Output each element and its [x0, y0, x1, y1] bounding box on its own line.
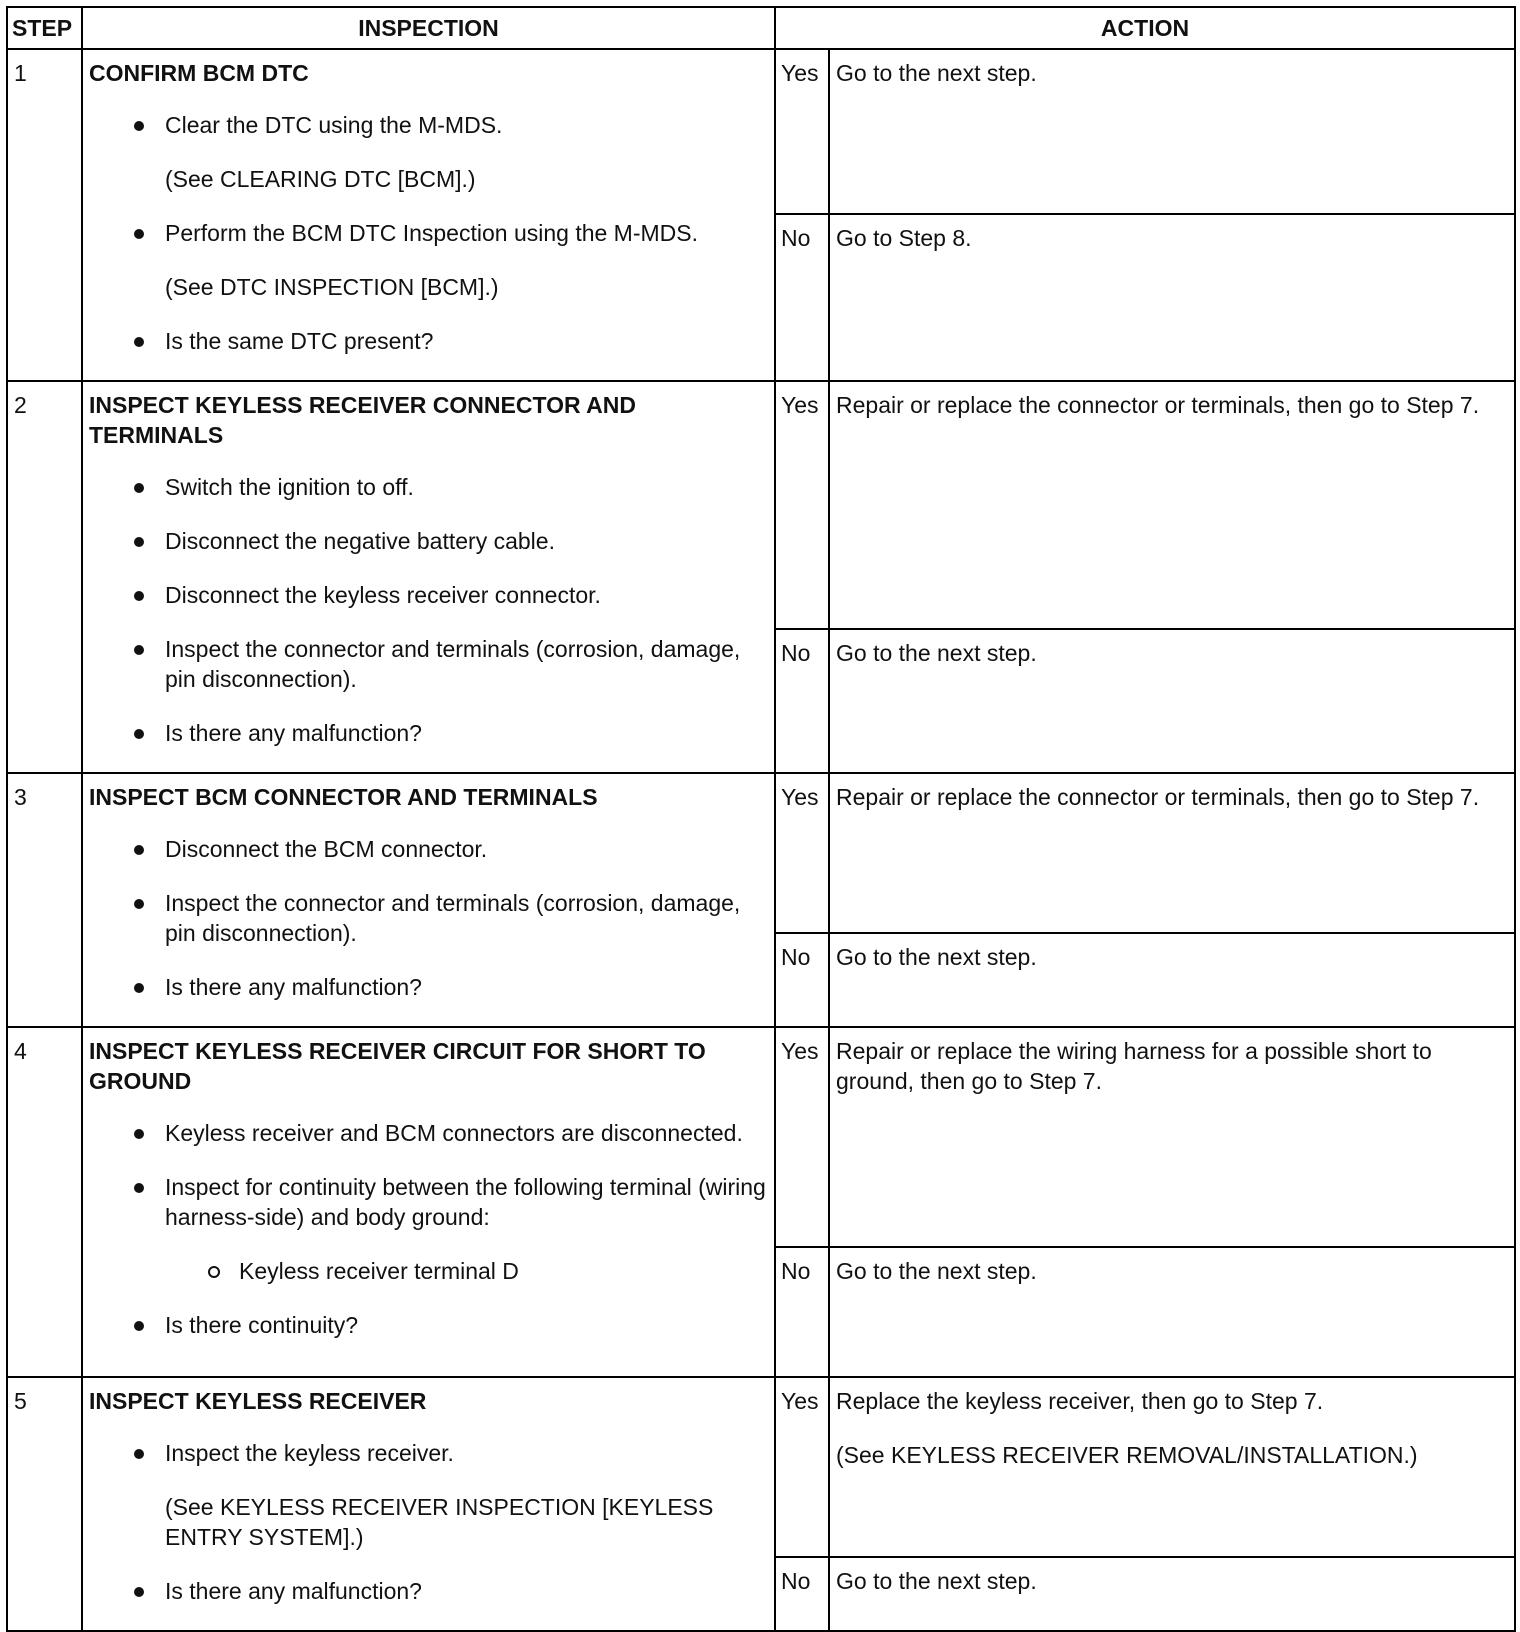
inspection-title: INSPECT KEYLESS RECEIVER CIRCUIT FOR SHORT TO GROUND — [89, 1038, 706, 1094]
step-row — [7, 381, 1515, 629]
action-text: Go to the next step. — [836, 60, 1037, 86]
action-text: Repair or replace the connector or terminals, then go to Step 7. — [836, 784, 1480, 810]
inspection-cell — [82, 1377, 775, 1631]
step-row — [7, 1027, 1515, 1247]
yes-action — [829, 381, 1515, 629]
inspection-item: Is there any malfunction? — [89, 718, 768, 748]
step-number: 3 — [7, 773, 82, 1027]
yes-label: Yes — [775, 1027, 829, 1247]
step-number: 4 — [7, 1027, 82, 1377]
inspection-list — [89, 1438, 768, 1606]
inspection-item: Is the same DTC present? — [89, 326, 768, 356]
inspection-header: INSPECTION — [82, 7, 775, 49]
step-row — [7, 773, 1515, 933]
inspection-item: Disconnect the negative battery cable. — [89, 526, 768, 556]
inspection-cell — [82, 49, 775, 381]
yes-label: Yes — [775, 773, 829, 933]
inspection-item: Inspect the connector and terminals (corrosion, damage, pin disconnection). — [89, 888, 768, 948]
yes-label: Yes — [775, 49, 829, 214]
inspection-list — [89, 834, 768, 1002]
no-action — [829, 214, 1515, 381]
inspection-cell — [82, 381, 775, 773]
step-number: 2 — [7, 381, 82, 773]
inspection-title: INSPECT KEYLESS RECEIVER CONNECTOR AND TERMINALS — [89, 392, 636, 448]
action-text: Go to Step 8. — [836, 225, 972, 252]
yes-action — [829, 1377, 1515, 1557]
inspection-item: Inspect for continuity between the following terminal (wiring harness-side) and body ground: — [89, 1172, 768, 1232]
action-text: Go to the next step. — [836, 1567, 1037, 1594]
action-text: Go to the next step. — [836, 943, 1037, 970]
inspection-list — [89, 472, 768, 748]
no-label: No — [775, 1247, 829, 1377]
inspection-item: Disconnect the BCM connector. — [89, 834, 768, 864]
no-label: No — [775, 933, 829, 1027]
inspection-title: INSPECT KEYLESS RECEIVER — [89, 1388, 427, 1414]
no-label: No — [775, 214, 829, 381]
yes-action — [829, 773, 1515, 933]
yes-action — [829, 49, 1515, 214]
inspection-item: Is there any malfunction? — [89, 972, 768, 1002]
reference-note: (See CLEARING DTC [BCM].) — [165, 166, 476, 192]
inspection-subitem: Keyless receiver terminal D — [89, 1256, 768, 1286]
yes-label: Yes — [775, 1377, 829, 1557]
no-action — [829, 629, 1515, 773]
yes-label: Yes — [775, 381, 829, 629]
step-row — [7, 49, 1515, 214]
no-action — [829, 1557, 1515, 1631]
action-text: Repair or replace the connector or terminals, then go to Step 7. — [836, 392, 1480, 418]
inspection-cell — [82, 773, 775, 1027]
inspection-item: Is there continuity? — [89, 1310, 768, 1340]
inspection-cell — [82, 1027, 775, 1377]
action-text: Go to the next step. — [836, 640, 1037, 667]
inspection-list — [89, 110, 768, 356]
yes-action — [829, 1027, 1515, 1247]
inspection-item: Is there any malfunction? — [89, 1576, 768, 1606]
no-label: No — [775, 1557, 829, 1631]
no-label: No — [775, 629, 829, 773]
diagnostic-procedure-table — [6, 6, 1516, 1632]
step-header: STEP — [7, 7, 82, 49]
inspection-item: Inspect the connector and terminals (corrosion, damage, pin disconnection). — [89, 634, 768, 694]
inspection-item: Keyless receiver and BCM connectors are disconnected. — [89, 1118, 768, 1148]
reference-note: (See DTC INSPECTION [BCM].) — [165, 274, 499, 300]
reference-note: (See KEYLESS RECEIVER INSPECTION [KEYLESS ENTRY SYSTEM].) — [165, 1494, 714, 1550]
inspection-item: Clear the DTC using the M-MDS. — [89, 110, 768, 140]
action-text: Go to the next step. — [836, 1258, 1037, 1284]
inspection-item: Disconnect the keyless receiver connector. — [89, 580, 768, 610]
step-number: 1 — [7, 49, 82, 381]
step-number: 5 — [7, 1377, 82, 1631]
inspection-item: Switch the ignition to off. — [89, 472, 768, 502]
no-action — [829, 933, 1515, 1027]
action-text: Repair or replace the wiring harness for a possible short to ground, then go to Step 7. — [836, 1038, 1432, 1094]
inspection-item: Inspect the keyless receiver. — [89, 1438, 768, 1468]
action-text: (See KEYLESS RECEIVER REMOVAL/INSTALLATION.) — [836, 1442, 1418, 1468]
inspection-title: CONFIRM BCM DTC — [89, 60, 309, 86]
inspection-item: Perform the BCM DTC Inspection using the M-MDS. — [89, 218, 768, 248]
no-action — [829, 1247, 1515, 1377]
action-header: ACTION — [775, 7, 1515, 49]
inspection-list — [89, 1118, 768, 1340]
header-row — [7, 7, 1515, 49]
step-row — [7, 1377, 1515, 1557]
action-text: Replace the keyless receiver, then go to Step 7. — [836, 1388, 1324, 1414]
inspection-title: INSPECT BCM CONNECTOR AND TERMINALS — [89, 784, 598, 810]
